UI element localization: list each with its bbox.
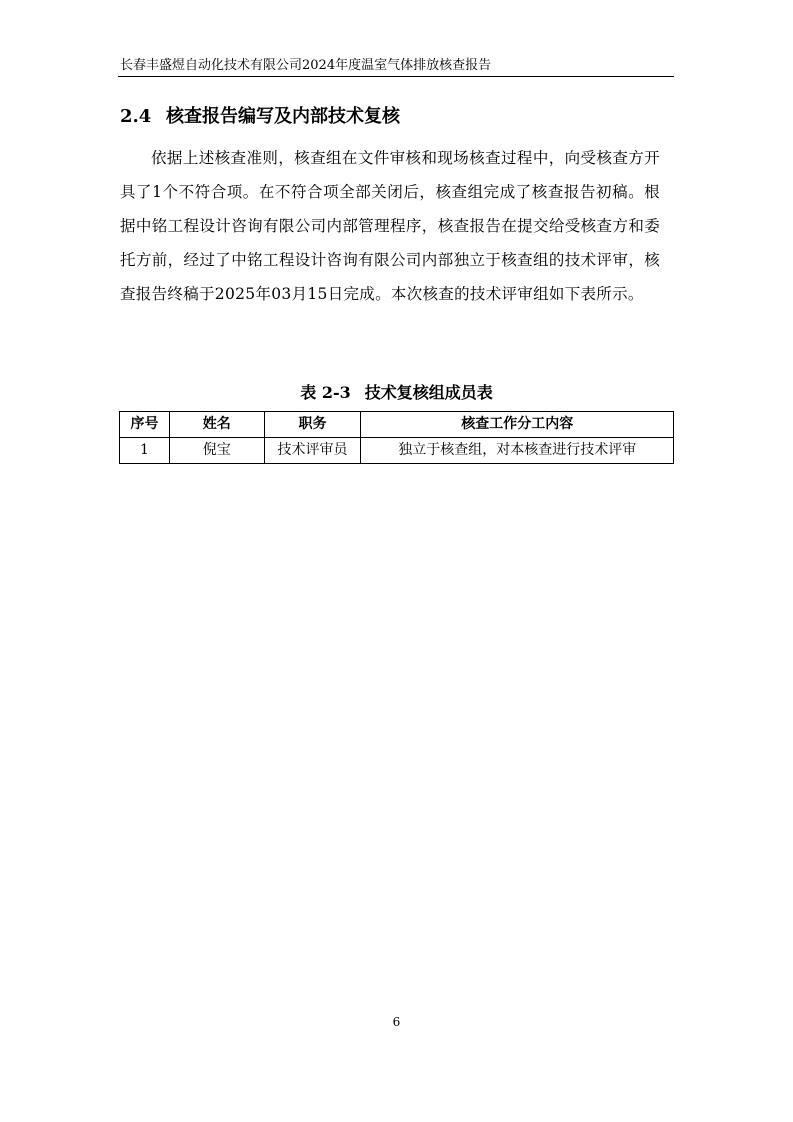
section-heading [120,104,400,130]
column-header-position: 职务 [264,412,361,438]
cell-position: 技术评审员 [264,438,361,464]
page-header: 长春丰盛煜自动化技术有限公司2024年度温室气体排放核查报告 [120,58,492,73]
body-paragraph: 依据上述核查准则，核查组在文件审核和现场核查过程中，向受核查方开具了1个不符合项。在不符合项全部关闭后，核查组完成了核查报告初稿。根据中铭工程设计咨询有限公司内部管理程序，核查报告在提交给受核查方和委托方前，经过了中铭工程设计咨询有限公司内部独立于核查组的技术评审，核查报告终稿于2025年03月15日完成。本次核查的技术评审组如下表所示。 [120,149,660,303]
table-caption-title: 技术复核组成员表 [364,383,493,402]
column-header-name: 姓名 [169,412,264,438]
table-row [120,438,674,464]
page-number: 6 [392,1015,401,1029]
review-team-table [119,411,674,464]
cell-name: 倪宝 [169,438,264,464]
column-header-index: 序号 [120,412,170,438]
cell-index: 1 [120,438,170,464]
table-header-row [120,412,674,438]
table-caption-label: 表 2-3 [300,383,351,402]
section-number: 2.4 [120,106,152,127]
section-title: 核查报告编写及内部技术复核 [166,106,400,127]
cell-duties: 独立于核查组，对本核查进行技术评审 [361,438,674,464]
header-divider [118,76,674,77]
table-caption [120,380,673,406]
column-header-duties: 核查工作分工内容 [361,412,674,438]
